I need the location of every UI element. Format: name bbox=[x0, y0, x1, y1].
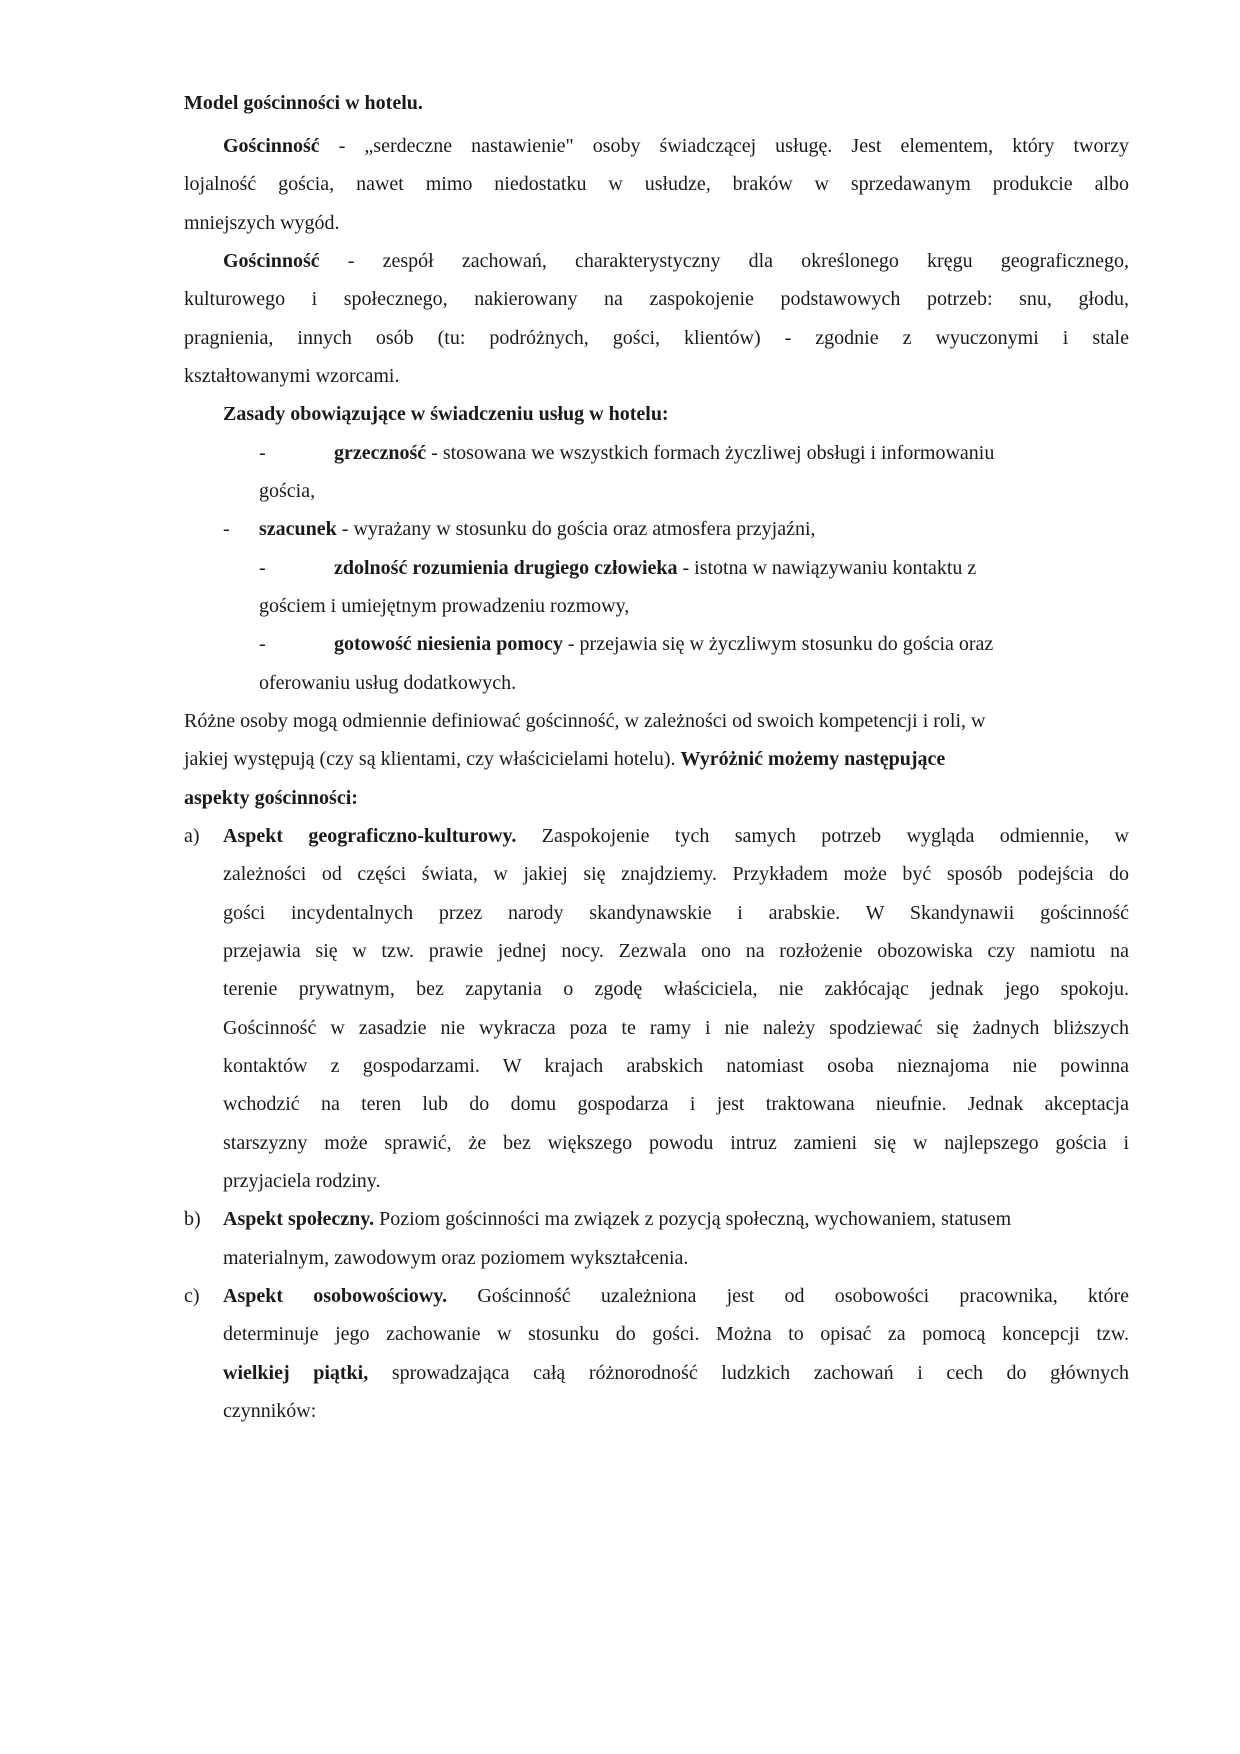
aspect-a-line-1: Aspekt geograficzno-kulturowy. Zaspokojenie tych samych potrzeb wygląda odmiennie, w bbox=[223, 825, 1129, 847]
aspect-c-marker: c) bbox=[184, 1285, 200, 1307]
p2-line-2: kulturowego i społecznego, nakierowany na zaspokojenie podstawowych potrzeb: snu, głodu, bbox=[184, 288, 1129, 310]
rule-1-dash: - bbox=[259, 442, 266, 464]
rules-heading: Zasady obowiązujące w świadczeniu usług w hotelu: bbox=[223, 403, 669, 425]
aspect-a-line-3: gości incydentalnych przez narody skandynawskie i arabskie. W Skandynawii gościnność bbox=[223, 902, 1129, 924]
aspect-a-line-9: starszyzny może sprawić, że bez większego powodu intruz zamieni się w najlepszego gościa i bbox=[223, 1132, 1129, 1154]
document-title: Model gościnności w hotelu. bbox=[184, 92, 423, 114]
intro-line-1: Różne osoby mogą odmiennie definiować gościnność, w zależności od swoich kompetencji i roli, w bbox=[184, 710, 986, 732]
aspect-c-term-2: wielkiej piątki, bbox=[223, 1362, 369, 1384]
rule-3-line-2: gościem i umiejętnym prowadzeniu rozmowy, bbox=[259, 595, 630, 617]
aspect-a-line-5: terenie prywatnym, bez zapytania o zgodę właściciela, nie zakłócając jednak jego spokoju. bbox=[223, 978, 1129, 1000]
rule-1-line-2: gościa, bbox=[259, 480, 316, 502]
aspect-a-line-6: Gościnność w zasadzie nie wykracza poza te ramy i nie należy spodziewać się żadnych bliższych bbox=[223, 1017, 1129, 1039]
rule-2-dash: - bbox=[223, 518, 230, 540]
aspect-c-line-3: wielkiej piątki, sprowadzająca całą różnorodność ludzkich zachowań i cech do głównych bbox=[223, 1362, 1130, 1384]
rule-2-line-1: szacunek - wyrażany w stosunku do gościa oraz atmosfera przyjaźni, bbox=[259, 518, 816, 540]
p1-line-2: lojalność gościa, nawet mimo niedostatku w usłudze, braków w sprzedawanym produkcie albo bbox=[184, 173, 1129, 195]
aspect-c-line-4: czynników: bbox=[223, 1400, 317, 1422]
intro-line-2: jakiej występują (czy są klientami, czy właścicielami hotelu). Wyróżnić możemy następujące bbox=[184, 748, 946, 770]
aspect-a-line-4: przejawia się w tzw. prawie jednej nocy. Zezwala ono na rozłożenie obozowiska czy namiotu na bbox=[223, 940, 1129, 962]
rule-1-term: grzeczność bbox=[334, 442, 427, 464]
aspect-a-line-10: przyjaciela rodziny. bbox=[223, 1170, 381, 1192]
rule-1-line-1: grzeczność - stosowana we wszystkich formach życzliwej obsługi i informowaniu bbox=[334, 442, 995, 464]
aspect-b-marker: b) bbox=[184, 1208, 201, 1230]
aspect-b-term: Aspekt społeczny. bbox=[223, 1208, 375, 1230]
rule-4-line-1: gotowość niesienia pomocy - przejawia się w życzliwym stosunku do gościa oraz bbox=[334, 633, 994, 655]
p2-line-3: pragnienia, innych osób (tu: podróżnych, gości, klientów) - zgodnie z wyuczonymi i stale bbox=[184, 327, 1129, 349]
aspect-c-term: Aspekt osobowościowy. bbox=[223, 1285, 448, 1307]
rule-2-term: szacunek bbox=[259, 518, 337, 540]
rule-3-term: zdolność rozumienia drugiego człowieka bbox=[334, 557, 678, 579]
p2-line-1: Gościnność - zespół zachowań, charakterystyczny dla określonego kręgu geograficznego, bbox=[223, 250, 1129, 272]
p1-term: Gościnność bbox=[223, 135, 320, 157]
aspect-a-line-8: wchodzić na teren lub do domu gospodarza i jest traktowana nieufnie. Jednak akceptacja bbox=[223, 1093, 1129, 1115]
aspect-a-line-2: zależności od części świata, w jakiej się znajdziemy. Przykładem może być sposób podejścia do bbox=[223, 863, 1129, 885]
rule-4-line-2: oferowaniu usług dodatkowych. bbox=[259, 672, 517, 694]
rule-3-dash: - bbox=[259, 557, 266, 579]
aspect-a-marker: a) bbox=[184, 825, 200, 847]
aspect-a-line-7: kontaktów z gospodarzami. W krajach arabskich natomiast osoba nieznajoma nie powinna bbox=[223, 1055, 1129, 1077]
intro-line-3: aspekty gościnności: bbox=[184, 787, 358, 809]
p2-term: Gościnność bbox=[223, 250, 320, 272]
aspect-b-line-2: materialnym, zawodowym oraz poziomem wykształcenia. bbox=[223, 1247, 689, 1269]
p2-line-4: kształtowanymi wzorcami. bbox=[184, 365, 400, 387]
aspect-a-term: Aspekt geograficzno-kulturowy. bbox=[223, 825, 517, 847]
rule-3-line-1: zdolność rozumienia drugiego człowieka - istotna w nawiązywaniu kontaktu z bbox=[334, 557, 977, 579]
p1-line-3: mniejszych wygód. bbox=[184, 212, 340, 234]
aspect-c-line-1: Aspekt osobowościowy. Gościnność uzależniona jest od osobowości pracownika, które bbox=[223, 1285, 1129, 1307]
rule-4-dash: - bbox=[259, 633, 266, 655]
rule-4-term: gotowość niesienia pomocy bbox=[334, 633, 563, 655]
aspect-c-line-2: determinuje jego zachowanie w stosunku do gości. Można to opisać za pomocą koncepcji tzw. bbox=[223, 1323, 1129, 1345]
p1-line-1: Gościnność - „serdeczne nastawienie" osoby świadczącej usługę. Jest elementem, który tworzy bbox=[223, 135, 1129, 157]
aspect-b-line-1: Aspekt społeczny. Poziom gościnności ma związek z pozycją społeczną, wychowaniem, statusem bbox=[223, 1208, 1012, 1230]
